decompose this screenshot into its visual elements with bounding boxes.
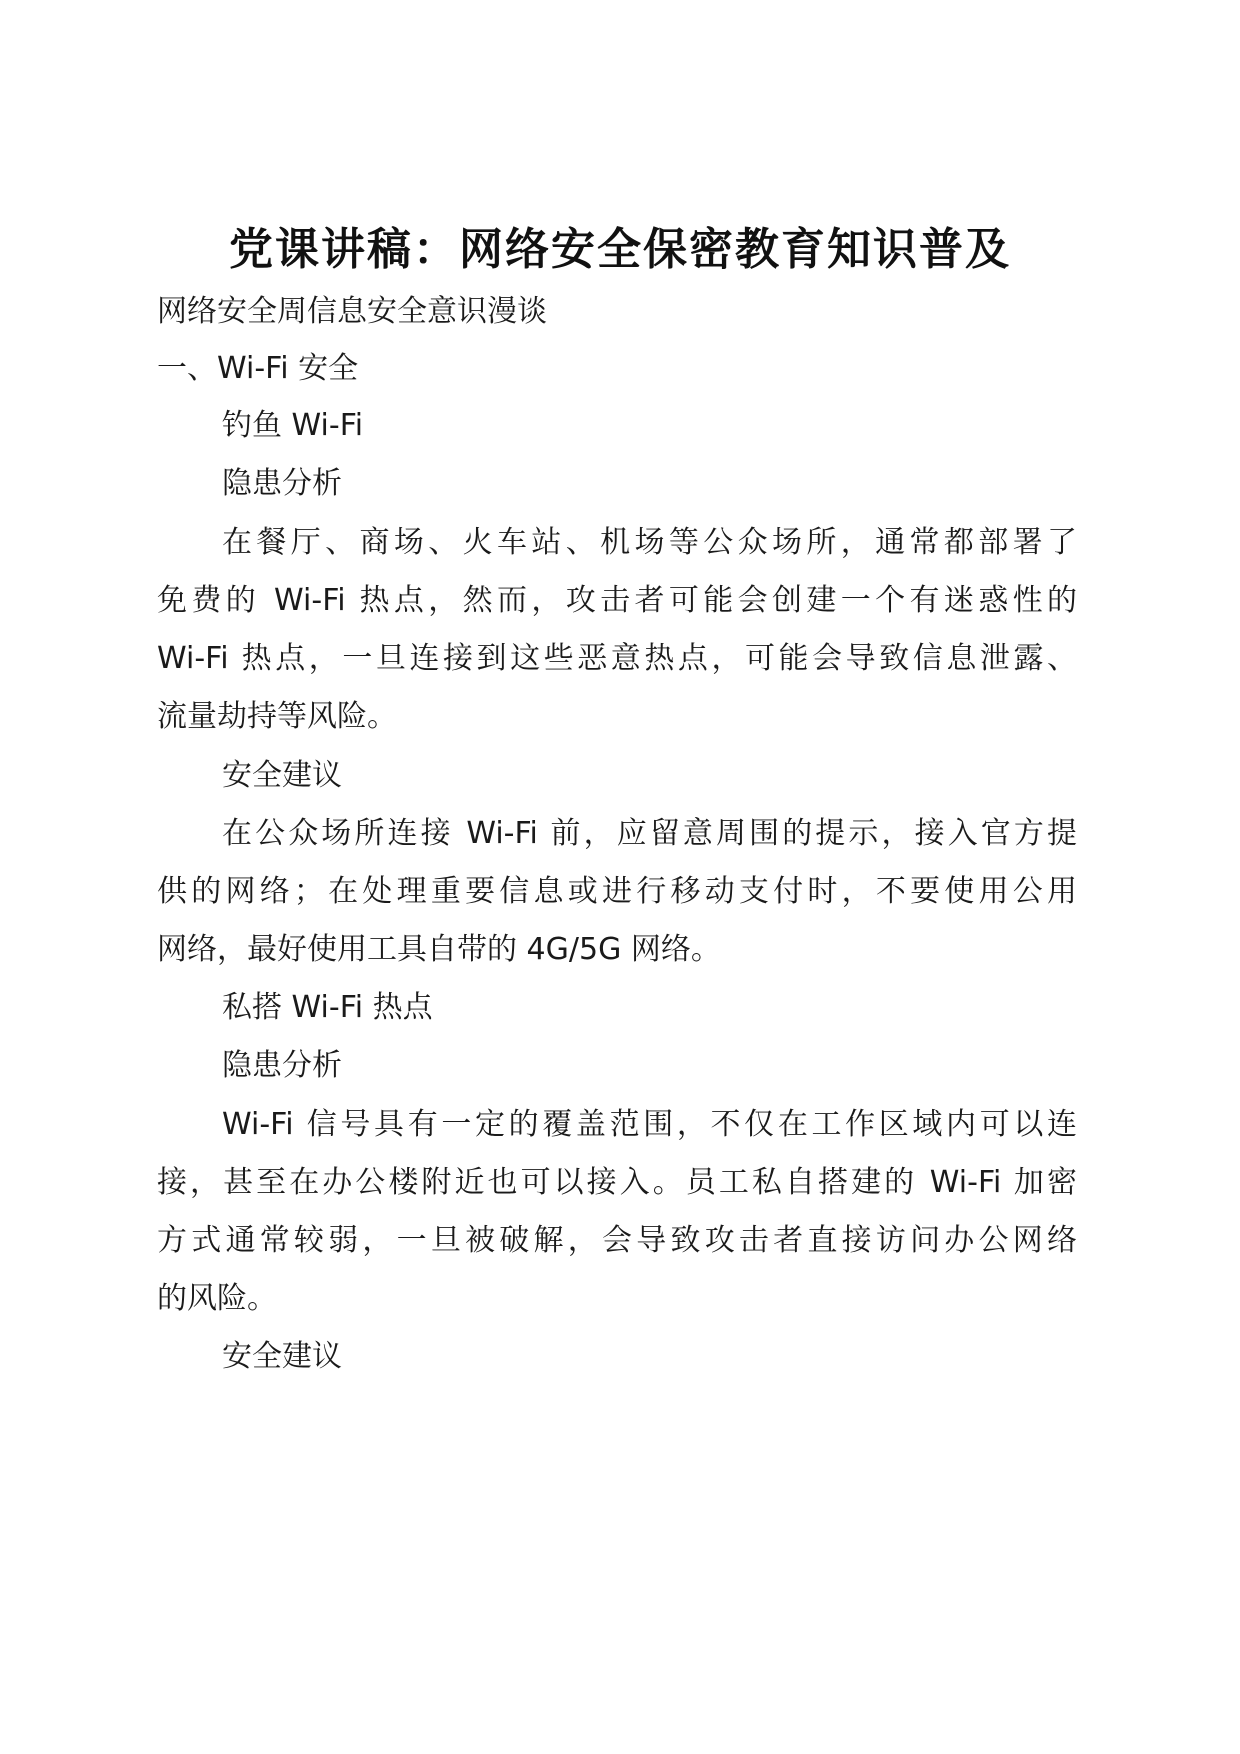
paragraph-line: 在公众场所连接 Wi-Fi 前，应留意周围的提示，接入官方提	[222, 816, 1077, 851]
subtitle: 网络安全周信息安全意识漫谈	[157, 294, 547, 329]
page-title: 党课讲稿：网络安全保密教育知识普及	[229, 224, 1011, 275]
paragraph-line: Wi-Fi 热点，一旦连接到这些恶意热点，可能会导致信息泄露、	[157, 641, 1077, 676]
safety-advice-heading: 安全建议	[222, 758, 342, 793]
paragraph-line: 接，甚至在办公楼附近也可以接入。员工私自搭建的 Wi-Fi 加密	[157, 1165, 1077, 1200]
paragraph-line: 的风险。	[157, 1281, 277, 1316]
topic-heading-private-hotspot: 私搭 Wi-Fi 热点	[222, 990, 433, 1025]
paragraph-line: 免费的 Wi-Fi 热点，然而，攻击者可能会创建一个有迷惑性的	[157, 583, 1077, 618]
paragraph-line: 供的网络；在处理重要信息或进行移动支付时，不要使用公用	[157, 874, 1077, 909]
topic-heading-phishing-wifi: 钓鱼 Wi-Fi	[222, 408, 364, 443]
paragraph-line: 在餐厅、商场、火车站、机场等公众场所，通常都部署了	[222, 525, 1077, 560]
risk-analysis-heading: 隐患分析	[222, 1048, 342, 1083]
paragraph-line: 网络，最好使用工具自带的 4G/5G 网络。	[157, 932, 721, 967]
paragraph-line: Wi-Fi 信号具有一定的覆盖范围，不仅在工作区域内可以连	[222, 1107, 1077, 1142]
paragraph-line: 方式通常较弱，一旦被破解，会导致攻击者直接访问办公网络	[157, 1223, 1077, 1258]
section-heading-wifi-security: 一、Wi-Fi 安全	[157, 351, 359, 386]
risk-analysis-heading: 隐患分析	[222, 466, 342, 501]
safety-advice-heading: 安全建议	[222, 1339, 342, 1374]
paragraph-line: 流量劫持等风险。	[157, 699, 397, 734]
